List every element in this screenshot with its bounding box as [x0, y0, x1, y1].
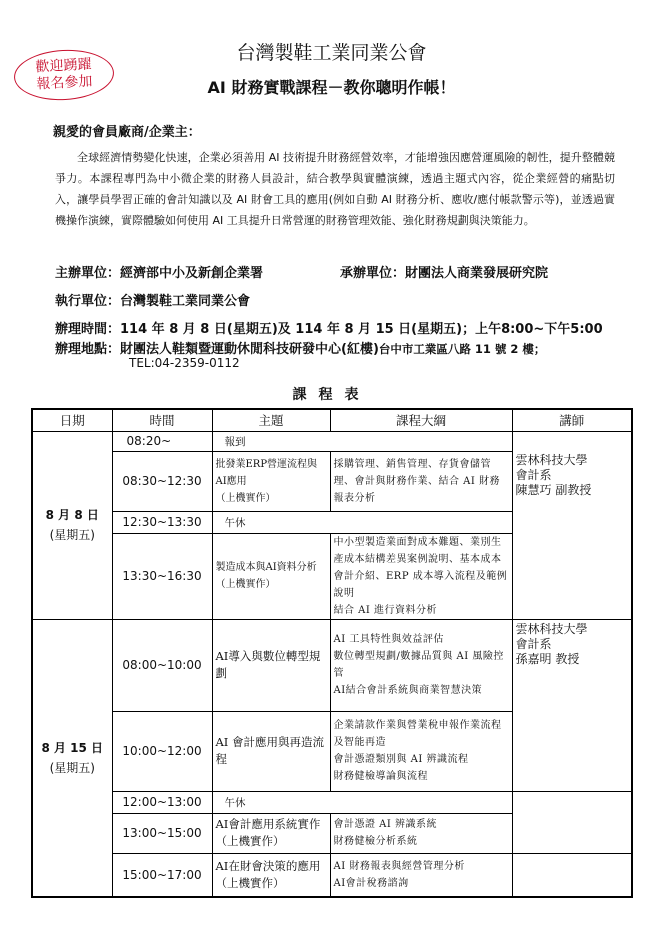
stamp-line-1: 歡迎踴躍 — [35, 56, 92, 76]
outline-line: AI會計稅務諮詢 — [333, 877, 409, 889]
topic-line: AI導入與數位轉型規劃 — [215, 649, 321, 680]
organizer-line — [55, 262, 263, 281]
organizer-value: 經濟部中小及新創企業署 — [120, 266, 264, 281]
outline-cell — [330, 533, 512, 619]
day1-date-cell — [32, 431, 112, 619]
day1-date: 8 月 8 日 — [45, 508, 99, 522]
co-organizer-label: 承辦單位： — [340, 266, 406, 281]
outline-cell — [330, 813, 512, 853]
header-time: 時間 — [112, 409, 212, 431]
topic-cell — [212, 711, 330, 791]
event-place-value: 財團法人鞋類暨運動休閒科技研發中心(紅樓) — [120, 342, 379, 357]
time-cell: 08:00~10:00 — [112, 619, 212, 711]
topic-line: （上機實作） — [215, 579, 276, 590]
outline-cell — [330, 619, 512, 711]
topic-cell — [212, 533, 330, 619]
day1-instructor-cell — [512, 451, 632, 619]
org-title: 台灣製鞋工業同業公會 — [236, 42, 427, 64]
stamp-line-2: 報名參加 — [36, 73, 93, 93]
topic-cell — [212, 619, 330, 711]
outline-line: 數位轉型規劃/數據品質與 AI 風險控管 — [333, 651, 504, 679]
table-row — [32, 853, 632, 897]
topic-line: AI會計應用系統實作（上機實作） — [215, 817, 321, 848]
lunch-cell: 午休 — [212, 511, 512, 533]
outline-cell — [330, 853, 512, 897]
schedule-table — [31, 408, 633, 898]
day2-date-cell — [32, 619, 112, 897]
executor-line — [55, 290, 250, 309]
topic-cell — [212, 813, 330, 853]
topic-line: 批發業ERP營運流程與AI應用 — [215, 458, 318, 487]
empty-cell — [512, 431, 632, 451]
empty-cell — [512, 813, 632, 853]
empty-cell — [512, 853, 632, 897]
topic-line: AI在財會決策的應用（上機實作） — [215, 858, 321, 890]
table-row — [32, 791, 632, 813]
time-cell: 12:30~13:30 — [112, 511, 212, 533]
organizer-label: 主辦單位： — [55, 266, 121, 281]
header-date: 日期 — [32, 409, 112, 431]
registration-cell: 報到 — [212, 431, 512, 451]
outline-line: 會計憑證類別與 AI 辨識流程 — [333, 754, 469, 765]
outline-line: 企業請款作業與營業稅申報作業流程及智能再造 — [333, 720, 502, 748]
time-cell: 08:30~12:30 — [112, 451, 212, 511]
day1-weekday: (星期五) — [49, 528, 95, 542]
event-address: 台中市工業區八路 11 號 2 樓； — [378, 342, 546, 356]
instructor-line: 孫嘉明 教授 — [515, 651, 580, 666]
table-row — [32, 619, 632, 711]
day2-instructor-cell — [512, 619, 632, 791]
topic-line: （上機實作） — [215, 492, 276, 504]
header-outline: 課程大綱 — [330, 409, 512, 431]
header-instructor: 講師 — [512, 409, 632, 431]
intro-paragraph: 全球經濟情勢變化快速，企業必須善用 AI 技術提升財務經營效率，才能增強因應營運風險的韌性，提升整體競爭力。本課程專門為中小微企業的財務人員設計，結合教學與實體演練，透過主題式內容，從企業經營的痛點切入，讓學員學習正確的會計知識以及 AI 財會工具的應用(例如自動 AI 財務分析、應收/應付帳款警示等)，並透過實機操作演練，實際體驗如何使用 AI 工具提升日常營運的財務管理效能、強化財務規劃與決策能力。 — [55, 151, 615, 227]
topic-cell — [212, 451, 330, 511]
instructor-line: 會計系 — [515, 636, 552, 651]
outline-line: 中小型製造業面對成本難題、業別生產成本結構差異案例說明、基本成本會計介紹、ERP 成本導入流程及範例說明 — [333, 536, 508, 599]
event-time-value: 114 年 8 月 8 日(星期五)及 114 年 8 月 15 日(星期五)；上午8:00~下午5:00 — [120, 322, 603, 337]
time-cell: 13:30~16:30 — [112, 533, 212, 619]
course-title: AI 財務實戰課程－教你聰明作帳！ — [207, 78, 456, 97]
outline-line: AI 工具特性與效益評估 — [333, 634, 444, 645]
schedule-header-row — [32, 409, 632, 431]
event-place-label: 辦理地點： — [55, 342, 121, 357]
table-row — [32, 431, 632, 451]
outline-line: AI 財務報表與經營管理分析 — [333, 860, 465, 872]
topic-cell — [212, 853, 330, 897]
instructor-line: 雲林科技大學 — [515, 621, 588, 636]
topic-line: 製造成本與AI資料分析 — [215, 562, 317, 573]
topic-line: AI 會計應用與再造流程 — [215, 735, 325, 766]
outline-line: AI結合會計系統與商業智慧決策 — [333, 685, 483, 696]
instructor-line: 雲林科技大學 — [515, 453, 588, 467]
schedule-title: 課程表 — [292, 387, 371, 403]
outline-line: 會計憑證 AI 辨識系統 — [333, 819, 438, 830]
outline-cell — [330, 711, 512, 791]
executor-label: 執行單位： — [55, 294, 121, 309]
lunch-cell: 午休 — [212, 791, 512, 813]
greeting: 親愛的會員廠商/企業主： — [53, 125, 201, 140]
instructor-line: 陳慧巧 副教授 — [515, 483, 592, 497]
day2-weekday: (星期五) — [49, 760, 95, 775]
event-place-line — [55, 338, 545, 357]
telephone: TEL:04-2359-0112 — [129, 356, 240, 370]
outline-line: 結合 AI 進行資料分析 — [333, 604, 438, 616]
table-row — [32, 451, 632, 511]
empty-cell — [512, 791, 632, 813]
outline-cell — [330, 451, 512, 511]
outline-line: 採購管理、銷售管理、存貨會儲管理、會計與財務作業、結合 AI 財務報表分析 — [333, 458, 501, 504]
outline-line: 財務健檢分析系統 — [333, 836, 418, 847]
table-row — [32, 813, 632, 853]
time-cell: 13:00~15:00 — [112, 813, 212, 853]
outline-line: 財務健檢導論與流程 — [333, 771, 428, 782]
time-cell: 15:00~17:00 — [112, 853, 212, 897]
header-topic: 主題 — [212, 409, 330, 431]
time-cell: 10:00~12:00 — [112, 711, 212, 791]
time-cell: 08:20~ — [112, 431, 212, 451]
time-cell: 12:00~13:00 — [112, 791, 212, 813]
co-organizer-line — [340, 262, 548, 281]
co-organizer-value: 財團法人商業發展研究院 — [405, 266, 549, 281]
executor-value: 台灣製鞋工業同業公會 — [120, 294, 251, 309]
day2-date: 8 月 15 日 — [41, 740, 104, 755]
event-time-label: 辦理時間： — [55, 322, 121, 337]
event-time-line — [55, 318, 603, 337]
instructor-line: 會計系 — [515, 468, 552, 482]
